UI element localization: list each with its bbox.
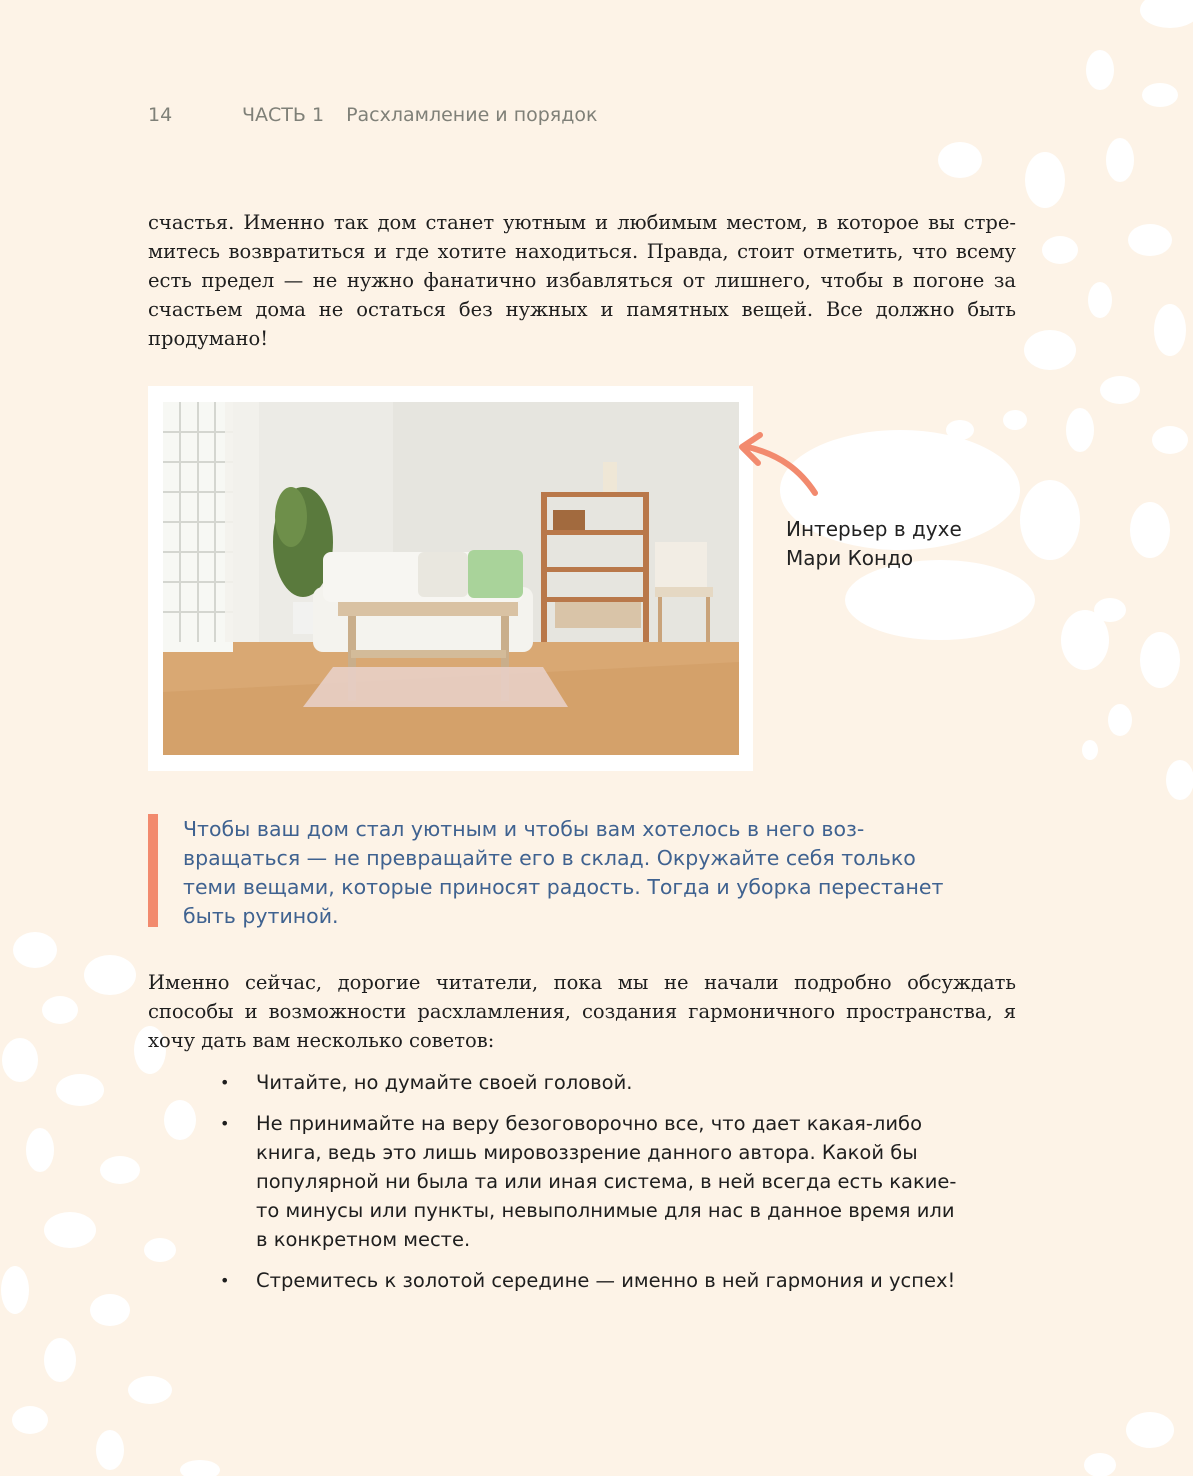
body-paragraph-2: Именно сейчас, дорогие читатели, пока мы не начали подробно обсуждать способы и возможности расхламления, создания гармоничного пространства, я хочу дать вам несколько советов: xyxy=(148,971,1016,1052)
arrow-icon xyxy=(730,425,825,505)
running-header xyxy=(148,104,597,126)
pull-quote: Чтобы ваш дом стал уютным и чтобы вам хотелось в него возвращаться — не превращайте его в склад. Окружайте себя только теми вещами, которые приносят радость. Тогда и уборка перестанет быть рутиной. xyxy=(183,817,944,928)
bullet: • xyxy=(220,1114,230,1133)
list-item xyxy=(218,1266,958,1295)
interior-photo xyxy=(148,386,753,771)
tip-text: Стремитесь к золотой середине — именно в ней гармония и успех! xyxy=(256,1269,956,1292)
living-room-illustration xyxy=(163,402,739,755)
page-number: 14 xyxy=(148,104,173,126)
quote-accent-bar xyxy=(148,814,158,927)
tip-text: Читайте, но думайте своей головой. xyxy=(256,1071,633,1094)
list-item xyxy=(218,1109,958,1254)
photo-caption: Интерьер в духе Мари Кондо xyxy=(786,517,962,570)
body-paragraph-1: счастья. Именно так дом станет уютным и любимым местом, в которое вы стремитесь возвратиться и где хотите находиться. Правда, стоит отметить, что всему есть предел — не нужно фанатично избавляться от лишнего, чтобы в погоне за счастьем дома не остаться без нужных и памятных вещей. Все должно быть продумано! xyxy=(148,211,1016,350)
tips-list xyxy=(218,1068,958,1307)
part-label: ЧАСТЬ 1 xyxy=(242,104,325,126)
part-title: Расхламление и порядок xyxy=(346,104,598,126)
bullet: • xyxy=(220,1271,230,1290)
list-item xyxy=(218,1068,958,1097)
bullet: • xyxy=(220,1073,230,1092)
tip-text: Не принимайте на веру безоговорочно все, что дает какая-либо книга, ведь это лишь мировоззрение данного автора. Какой бы популярной ни была та или иная система, в ней всегда есть какие-то минусы или пункты, невыполнимые для нас в данное время или в конкретном месте. xyxy=(256,1112,957,1251)
